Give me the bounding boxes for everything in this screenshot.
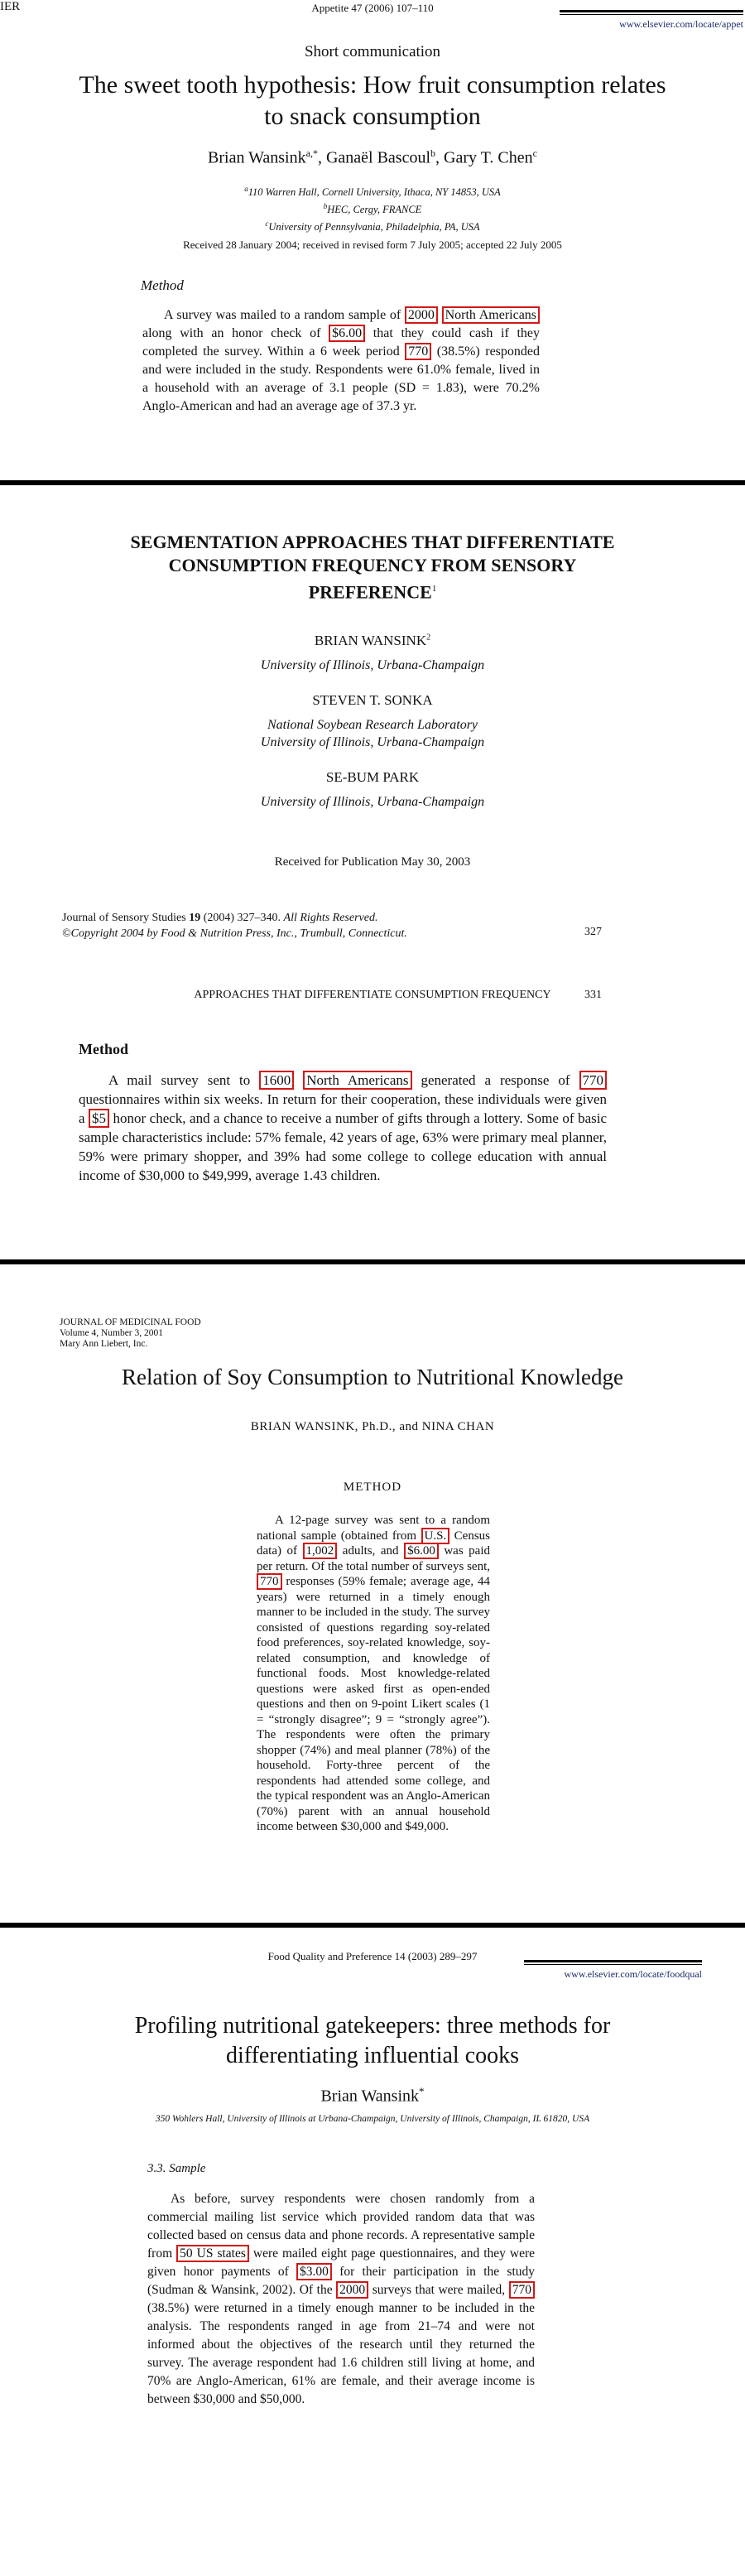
journal-website: www.elsevier.com/locate/appet xyxy=(619,18,743,30)
author-name: Gary T. Chen xyxy=(444,148,533,167)
highlighted-term: 50 US states xyxy=(176,2245,249,2262)
highlighted-term: North Americans xyxy=(442,306,540,324)
publisher-corner-text: IER xyxy=(0,0,21,13)
highlighted-number: 1,002 xyxy=(303,1543,338,1559)
paper-excerpt-sweet-tooth xyxy=(0,0,745,480)
author-affiliation: University of Illinois, Urbana-Champaign xyxy=(260,658,485,672)
author-affiliation: 350 Wohlers Hall, University of Illinois at Urbana-Champaign, University of Illinois, Champaign, IL 61820, USA xyxy=(155,2114,590,2124)
paper-title-line-2: CONSUMPTION FREQUENCY FROM SENSORY xyxy=(168,555,577,575)
journal-citation: JOURNAL OF MEDICINAL FOOD Volume 4, Number 3, 2001 Mary Ann Liebert, Inc. xyxy=(60,1317,201,1349)
author-superscript: b xyxy=(430,147,436,159)
header-rule-thin xyxy=(524,1964,702,1965)
author-name: Brian Wansink* xyxy=(320,2085,425,2106)
header-rule xyxy=(524,1960,702,1962)
author-name: BRIAN WANSINK$^2$ xyxy=(314,633,431,648)
page-number: 331 xyxy=(584,989,602,1001)
highlighted-number: 770 xyxy=(257,1573,282,1590)
paper-excerpt-nutritional-gatekeepers xyxy=(0,1928,745,2576)
author-name: SE-BUM PARK xyxy=(325,769,420,785)
highlighted-number: 770 xyxy=(509,2281,535,2299)
author-list: BRIAN WANSINK, Ph.D., and NINA CHAN xyxy=(250,1420,495,1433)
highlighted-number: $3.00 xyxy=(296,2263,332,2280)
section-heading: Method xyxy=(79,1041,128,1057)
author-name: STEVEN T. SONKA xyxy=(312,692,433,708)
paper-title xyxy=(0,70,745,132)
affiliation-line: $^a$110 Warren Hall, Cornell University, Ithaca, NY 14853, USA xyxy=(244,185,501,199)
paper-title-line-1: SEGMENTATION APPROACHES THAT DIFFERENTIATE xyxy=(130,532,615,552)
page-number: 327 xyxy=(584,926,602,938)
author-name: Brian Wansink xyxy=(208,148,306,167)
section-heading: Method xyxy=(141,277,184,293)
highlighted-number: $5 xyxy=(89,1109,109,1128)
paper-title-line-2: differentiating influential cooks xyxy=(225,2043,520,2068)
author-list: Brian Wansink$^{a,*}$, Ganaël Bascoul$^b$, Gary T. Chen$^c$ xyxy=(208,147,537,167)
method-paragraph: A 12-page survey was sent to a random national sample (obtained from U.S. Census data) of 1,002 adults, and $6.00 was paid per return. Of the total number of surveys sent, 770 responses (59% female; average age, 44 years) were returned in a timely enough manner to be included in the study. The survey consisted of questions regarding soy-related food preferences, soy-related knowledge, soy-related consumption, and knowledge of functional foods. Most knowledge-related questions were asked first as open-ended questions and then on 9-point Likert scales (1 = “strongly disagree”; 9 = “strongly agree”). The respondents were often the primary shopper (74%) and meal planner (78%) of the household. Forty-three percent of the respondents had attended some college, and the typical respondent was an Anglo-American (70%) parent with an annual household income between $30,000 and $49,000. xyxy=(257,1514,490,1833)
header-rule-thin xyxy=(560,14,743,15)
highlighted-number: 2000 xyxy=(405,306,438,324)
highlighted-number: 770 xyxy=(579,1071,608,1090)
highlighted-number: 770 xyxy=(405,343,431,360)
section-heading: METHOD xyxy=(343,1481,402,1494)
section-heading: 3.3. Sample xyxy=(147,2162,206,2175)
method-paragraph: A mail survey sent to 1600 North Americans generated a response of 770 questionnaires within six weeks. In return for their cooperation, these individuals were given a $5 honor check, and a chance to receive a number of gifts through a lottery. Some of basic sample characteristics include: 57% female, 42 years of age, 63% were primary meal planner, 59% were primary shopper, and 39% had some college to college education with annual income of $30,000 to $49,999, average 1.43 children. xyxy=(79,1072,607,1183)
author-affiliation: University of Illinois, Urbana-Champaign xyxy=(260,795,485,809)
paper-title-line-2: to snack consumption xyxy=(264,103,481,130)
affiliations xyxy=(0,182,745,234)
highlighted-term: North Americans xyxy=(303,1071,411,1090)
highlighted-number: 1600 xyxy=(259,1071,294,1090)
affiliation-line: $^b$HEC, Cergy, FRANCE xyxy=(323,202,422,216)
received-dates: Received 28 January 2004; received in revised form 7 July 2005; accepted 22 July 2005 xyxy=(183,238,562,251)
affiliation-line: $^c$University of Pennsylvania, Philadelphia, PA, USA xyxy=(265,219,480,234)
highlighted-number: $6.00 xyxy=(329,325,365,342)
highlighted-number: 2000 xyxy=(336,2281,368,2299)
author-name: Ganaël Bascoul xyxy=(325,148,431,167)
author-superscript: a,* xyxy=(305,147,318,159)
journal-citation: Food Quality and Preference 14 (2003) 289–297 xyxy=(267,1950,478,1962)
paper-title-line-3: PREFERENCE$^1$ xyxy=(308,581,437,603)
header-rule xyxy=(560,10,743,12)
sample-paragraph: As before, survey respondents were chosen randomly from a commercial mailing list service which provided random data that was collected based on census data and phone records. A representative sample from 50 US states were mailed eight page questionnaires, and they were given honor payments of $3.00 for their participation in the study (Sudman & Wansink, 2002). Of the 2000 surveys that were mailed, 770 (38.5%) were returned in a timely enough manner to be included in the analysis. The respondents ranged in age from 21–74 and were not informed about the objectives of the research until they returned the survey. The average respondent had 1.6 children still living at home, and 70% are Anglo-American, 61% are female, and their average income is between $30,000 and $50,000. xyxy=(147,2192,536,2406)
paper-title-line-1: The sweet tooth hypothesis: How fruit consumption relates xyxy=(79,71,666,99)
method-paragraph: A survey was mailed to a random sample of 2000 North Americans along with an honor check of $6.00 that they could cash if they completed the survey. Within a 6 week period 770 (38.5%) responded and were included in the study. Respondents were 61.0% female, lived in a household with an average of 3.1 people (SD = 1.83), were 70.2% Anglo-American and had an average age of 37.3 yr. xyxy=(142,308,541,413)
journal-website: www.elsevier.com/locate/foodqual xyxy=(564,1968,702,1980)
paper-excerpt-segmentation xyxy=(0,485,745,1259)
author-superscript: c xyxy=(532,147,537,159)
article-kind: Short communication xyxy=(304,43,441,60)
paper-title xyxy=(0,531,745,604)
paper-title xyxy=(0,2011,745,2071)
paper-title: Relation of Soy Consumption to Nutritional Knowledge xyxy=(122,1365,623,1389)
journal-citation: Appetite 47 (2006) 107–110 xyxy=(311,2,434,14)
running-head: APPROACHES THAT DIFFERENTIATE CONSUMPTION FREQUENCY xyxy=(194,989,551,1001)
paper-excerpt-soy-consumption xyxy=(0,1264,745,1923)
received-date: Received for Publication May 30, 2003 xyxy=(274,855,471,869)
author-affiliation: National Soybean Research Laboratory University of Illinois, Urbana-Champaign xyxy=(260,718,485,749)
journal-citation: Journal of Sensory Studies 19 (2004) 327–340. All Rights Reserved. ©Copyright 2004 by Food & Nutrition Press, Inc., Trumbull, Connecticut. xyxy=(62,912,407,940)
highlighted-number: $6.00 xyxy=(404,1543,439,1559)
paper-title-line-1: Profiling nutritional gatekeepers: three methods for xyxy=(134,2013,611,2039)
highlighted-term: U.S. xyxy=(421,1528,450,1544)
